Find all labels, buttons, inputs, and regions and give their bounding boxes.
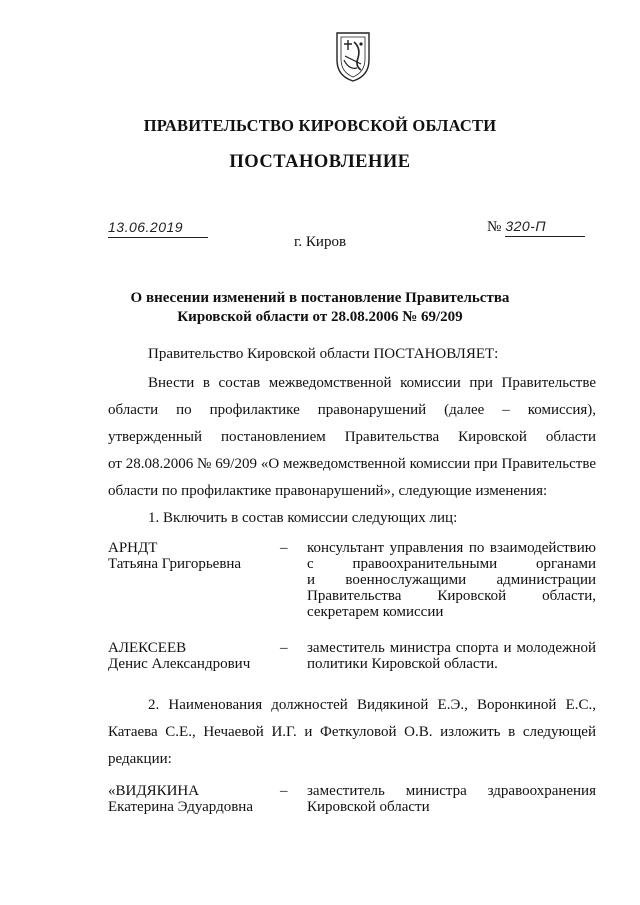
paragraph-line: от 28.08.2006 № 69/209 «О межведомственной комиссии при Правительстве <box>108 456 596 472</box>
organization-title: ПРАВИТЕЛЬСТВО КИРОВСКОЙ ОБЛАСТИ <box>143 116 497 135</box>
person-surname: АРНДТ <box>108 540 158 556</box>
paragraph-line: Катаева С.Е., Нечаевой И.Г. и Феткуловой О.В. изложить в следующей <box>108 724 596 740</box>
position-line: консультант управления по взаимодействию <box>307 540 596 556</box>
dash: – <box>280 640 288 656</box>
person-surname: АЛЕКСЕЕВ <box>108 640 187 656</box>
person-name <box>108 640 250 672</box>
number-value: 320-П <box>505 218 546 234</box>
document-type-title: ПОСТАНОВЛЕНИЕ <box>229 152 411 172</box>
paragraph-line: утвержденный постановлением Правительства Кировской области <box>108 429 596 445</box>
dash: – <box>280 783 288 799</box>
person-given-name: Екатерина Эдуардовна <box>108 799 253 815</box>
person-name <box>108 783 253 815</box>
person-given-name: Татьяна Григорьевна <box>108 556 242 572</box>
item-1: 1. Включить в состав комиссии следующих лиц: <box>148 510 458 526</box>
person-surname: «ВИДЯКИНА <box>108 783 200 799</box>
document-subject <box>130 289 510 327</box>
dash: – <box>280 540 288 556</box>
position-line: с правоохранительными органами <box>307 556 596 572</box>
subject-line: Кировской области от 28.08.2006 № 69/209 <box>177 309 463 325</box>
date-value: 13.06.2019 <box>108 219 184 235</box>
person-name <box>108 540 241 572</box>
paragraph-line: области по профилактике правонарушений (далее – комиссия), <box>108 402 596 418</box>
coat-of-arms-emblem <box>331 30 375 84</box>
person-position <box>307 783 596 815</box>
position-line: секретарем комиссии <box>307 604 444 620</box>
position-line: Кировской области <box>307 799 430 815</box>
paragraph-line: редакции: <box>108 751 172 767</box>
paragraph-line: 2. Наименования должностей Видякиной Е.Э., Воронкиной Е.С., <box>148 697 596 713</box>
paragraph-line: Внести в состав межведомственной комиссии при Правительстве <box>148 375 596 391</box>
coat-of-arms-icon <box>331 30 375 84</box>
paragraph-changes <box>108 370 596 505</box>
person-position <box>307 540 596 620</box>
item-2 <box>108 692 596 773</box>
paragraph-line: области по профилактике правонарушений», следующие изменения: <box>108 483 548 499</box>
position-line: заместитель министра спорта и молодежной <box>307 640 596 656</box>
city: г. Киров <box>293 234 347 250</box>
number-prefix: № <box>487 219 502 235</box>
subject-line: О внесении изменений в постановление Правительства <box>130 290 510 306</box>
position-line: Правительства Кировской области, <box>307 588 596 604</box>
position-line: и военнослужащими администрации <box>307 572 596 588</box>
position-line: заместитель министра здравоохранения <box>307 783 596 799</box>
person-given-name: Денис Александрович <box>108 656 251 672</box>
resolution-intro: Правительство Кировской области ПОСТАНОВЛЯЕТ: <box>148 346 499 362</box>
person-position <box>307 640 596 672</box>
position-line: политики Кировской области. <box>307 656 498 672</box>
